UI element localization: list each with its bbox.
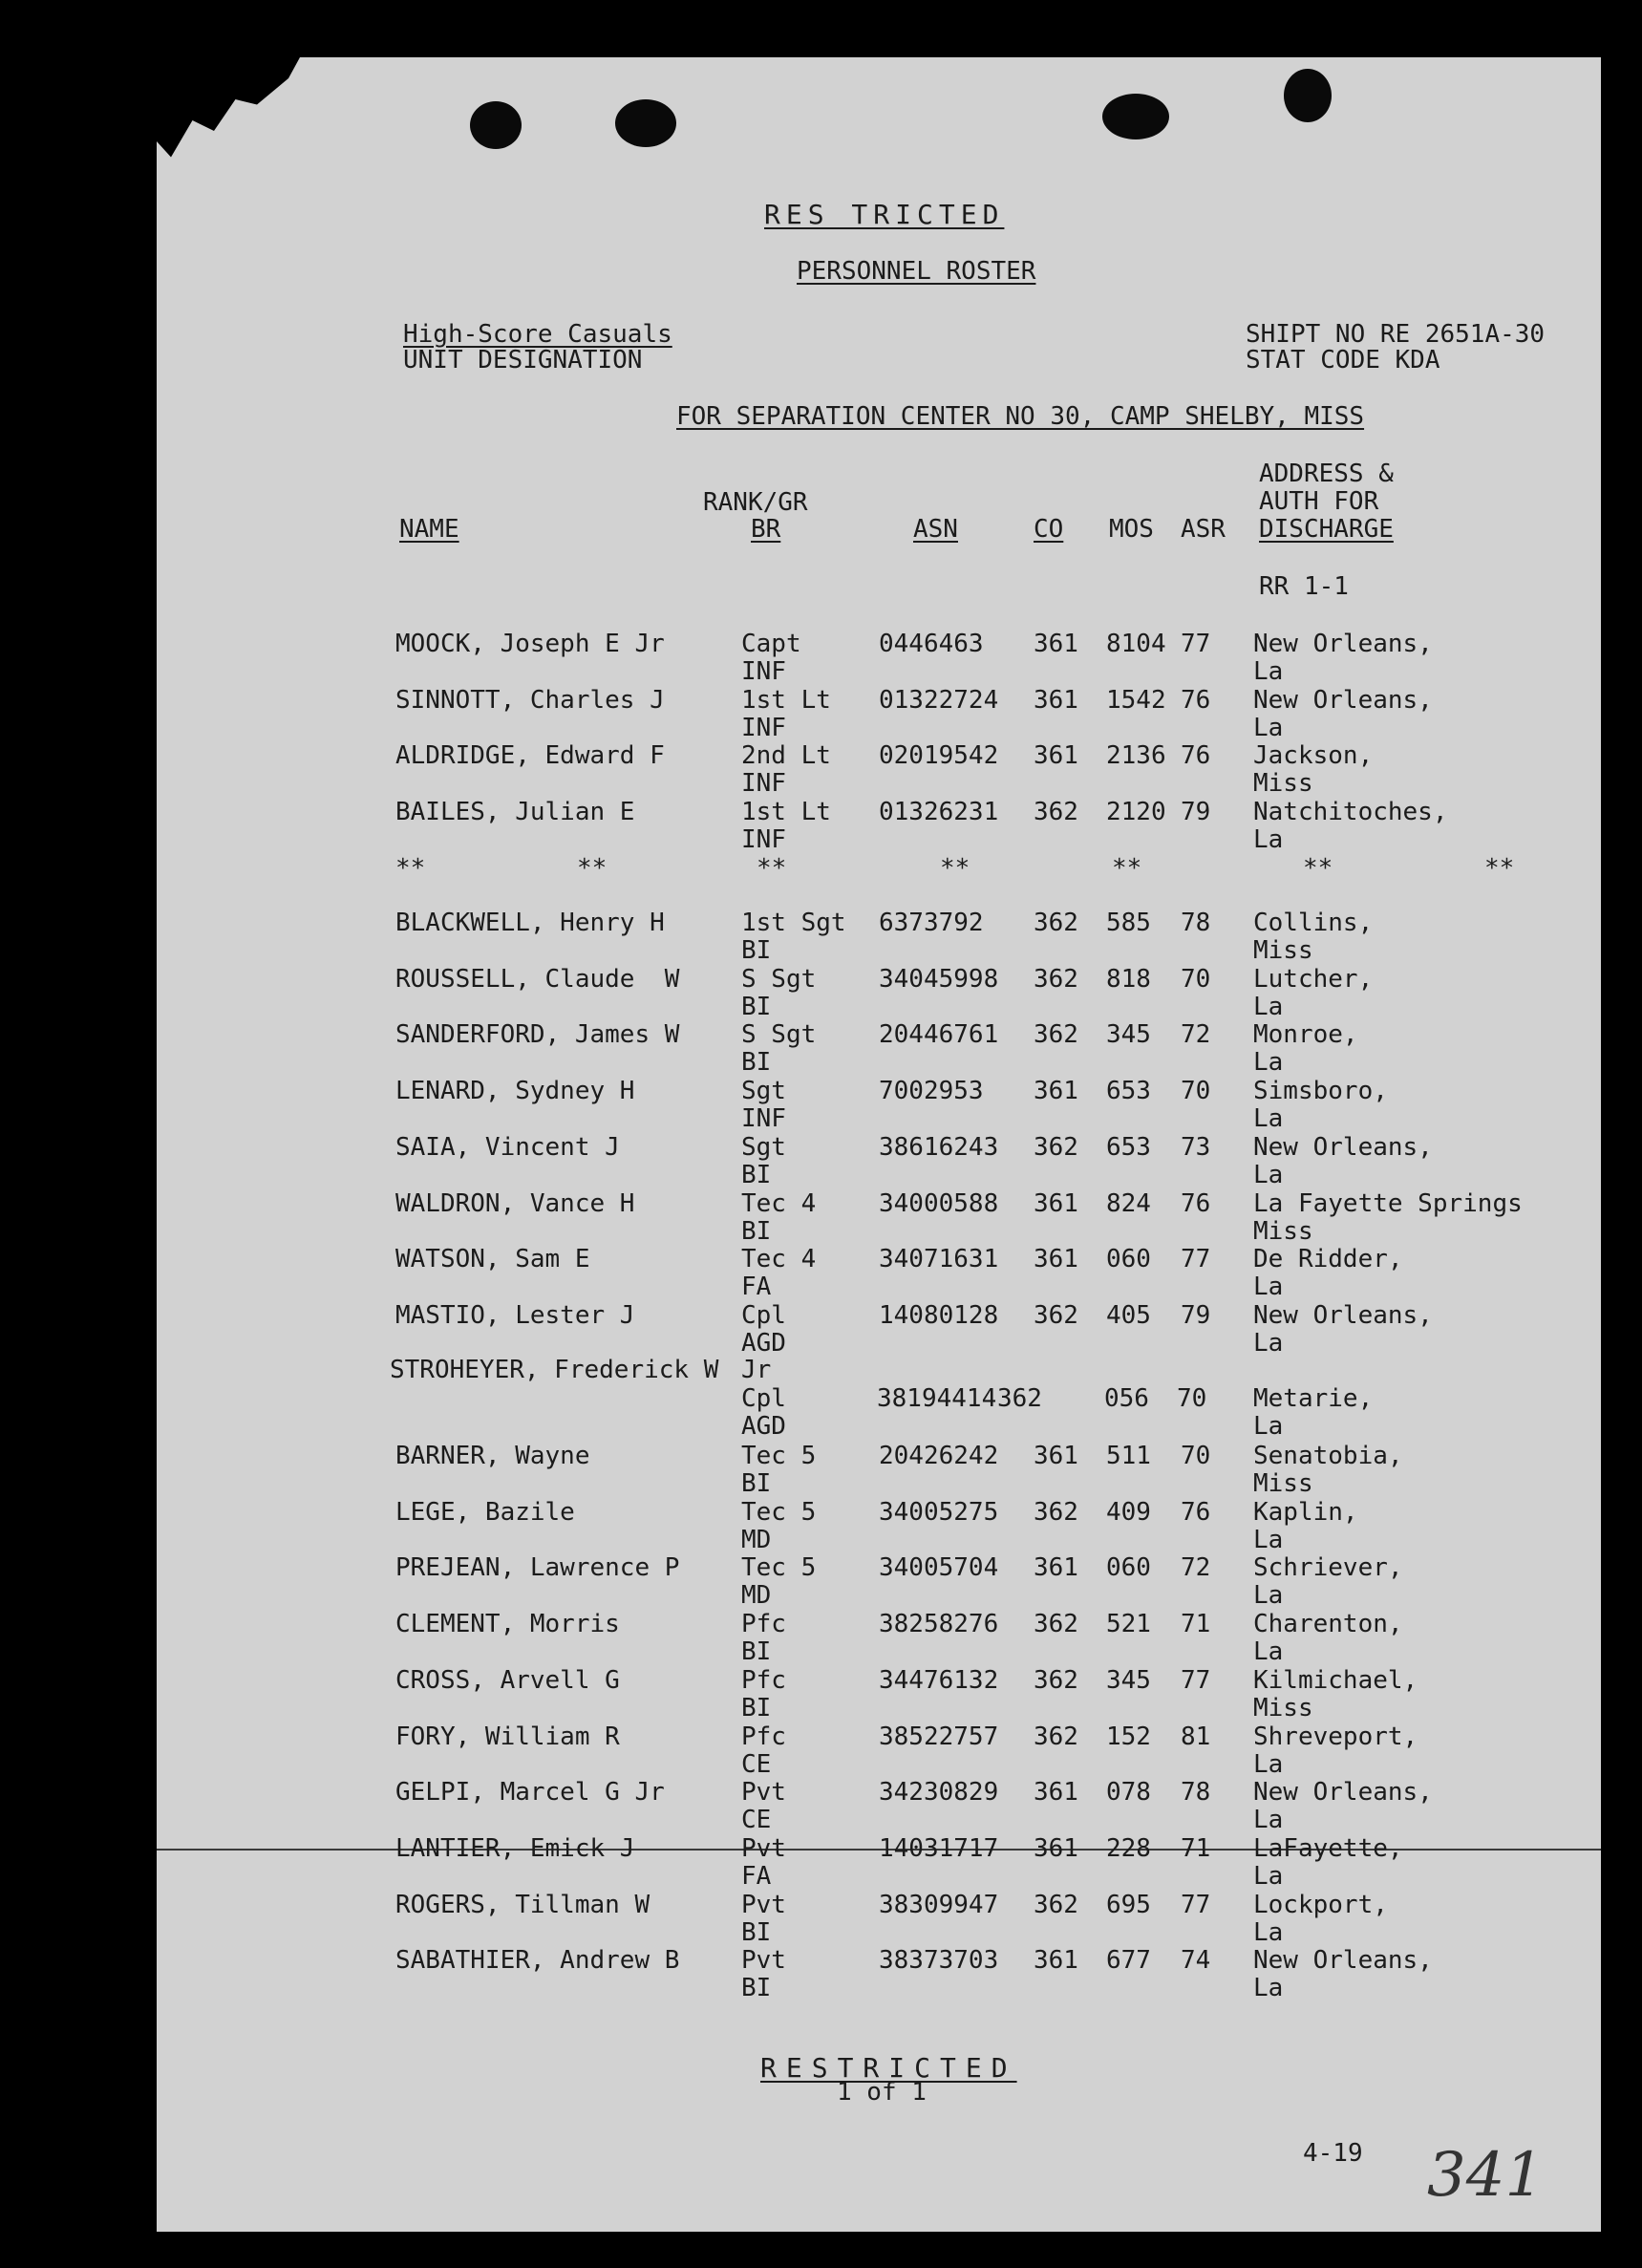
- punch-hole: [1284, 69, 1332, 122]
- roster-asn: 7002953: [879, 1077, 984, 1106]
- roster-city: New Orleans,: [1253, 685, 1433, 715]
- roster-asr: 71: [1181, 1610, 1211, 1639]
- roster-asr: 78: [1181, 909, 1211, 937]
- roster-branch: FA: [741, 1861, 772, 1891]
- roster-state: La: [1253, 1525, 1284, 1554]
- roster-state: La: [1253, 713, 1284, 742]
- roster-branch: BI: [741, 1469, 772, 1498]
- roster-branch: BI: [741, 1693, 772, 1722]
- roster-name: BARNER, Wayne: [395, 1442, 590, 1470]
- roster-asn: 38373703: [879, 1946, 999, 1976]
- roster-asr: 78: [1181, 1778, 1211, 1808]
- roster-state: La: [1253, 1861, 1284, 1891]
- roster-name: CROSS, Arvell G: [395, 1665, 620, 1695]
- roster-branch: INF: [741, 769, 786, 799]
- roster-branch: MD: [741, 1581, 772, 1611]
- roster-co: 361: [1034, 1833, 1078, 1863]
- roster-rank: Capt: [741, 630, 801, 658]
- roster-mos: 653: [1106, 1132, 1151, 1162]
- stat-code: STAT CODE KDA: [1246, 346, 1440, 374]
- roster-co: 362: [1034, 1890, 1078, 1919]
- roster-mos: 078: [1106, 1778, 1151, 1808]
- roster-city: LaFayette,: [1253, 1833, 1403, 1863]
- roster-co: 362: [1034, 909, 1078, 937]
- roster-asn: 01322724: [879, 685, 999, 715]
- roster-co: 362: [1034, 1300, 1078, 1330]
- roster-co: 362: [1034, 798, 1078, 827]
- roster-name: BAILES, Julian E: [395, 798, 635, 827]
- roster-co: 361: [1034, 1188, 1078, 1218]
- roster-co: 361: [1034, 1077, 1078, 1106]
- roster-city: Kilmichael,: [1253, 1665, 1418, 1695]
- roster-rank: Tec 5: [741, 1553, 817, 1583]
- roster-city: Shreveport,: [1253, 1722, 1418, 1751]
- punch-hole: [615, 99, 676, 147]
- roster-state: La: [1253, 657, 1284, 686]
- roster-asn: 34000588: [879, 1188, 999, 1218]
- column-asr: ASR: [1181, 515, 1226, 544]
- roster-name: MASTIO, Lester J: [395, 1300, 635, 1330]
- separator-stars: **: [940, 854, 970, 883]
- roster-name: LANTIER, Emick J: [395, 1833, 635, 1863]
- column-address-2: AUTH FOR: [1259, 487, 1379, 516]
- classification-top: RES TRICTED: [764, 199, 1005, 230]
- roster-city: Charenton,: [1253, 1610, 1403, 1639]
- roster-state: La: [1253, 1412, 1284, 1441]
- roster-city: Collins,: [1253, 909, 1374, 937]
- roster-rank: Cpl: [741, 1384, 786, 1413]
- roster-rank: Cpl: [741, 1300, 786, 1330]
- roster-rank: Pfc: [741, 1722, 786, 1751]
- roster-city: Simsboro,: [1253, 1077, 1388, 1106]
- roster-asr: 76: [1181, 1188, 1211, 1218]
- roster-asn: 34005704: [879, 1553, 999, 1583]
- column-mos: MOS: [1109, 515, 1154, 544]
- roster-asn: 38258276: [879, 1610, 999, 1639]
- roster-asr: 79: [1181, 1300, 1211, 1330]
- roster-city: Senatobia,: [1253, 1442, 1403, 1470]
- roster-rank: 2nd Lt: [741, 741, 831, 771]
- roster-mos: 677: [1106, 1946, 1151, 1976]
- roster-asr: 76: [1181, 1497, 1211, 1527]
- roster-state: La: [1253, 1806, 1284, 1835]
- roster-state: La: [1253, 1974, 1284, 2003]
- roster-name: FORY, William R: [395, 1722, 620, 1751]
- roster-mos: 345: [1106, 1020, 1151, 1050]
- roster-rank: Sgt: [741, 1132, 786, 1162]
- roster-asr: 77: [1181, 1665, 1211, 1695]
- punch-hole: [1102, 94, 1169, 139]
- roster-state: Miss: [1253, 1693, 1313, 1722]
- roster-name-suffix: Jr: [741, 1356, 772, 1384]
- separator-stars: **: [757, 854, 787, 883]
- roster-state: Miss: [1253, 1216, 1313, 1246]
- roster-mos: 056: [1104, 1384, 1149, 1413]
- roster-co: 361: [1034, 741, 1078, 771]
- roster-co: 362: [1034, 1722, 1078, 1751]
- roster-state: La: [1253, 1328, 1284, 1358]
- roster-co: 361: [1034, 1778, 1078, 1808]
- roster-mos: 653: [1106, 1077, 1151, 1106]
- roster-state: Miss: [1253, 936, 1313, 965]
- roster-name: WATSON, Sam E: [395, 1245, 590, 1274]
- roster-asr: 81: [1181, 1722, 1211, 1751]
- roster-rank: Pvt: [741, 1946, 786, 1976]
- document-page: [157, 57, 1601, 2232]
- roster-city: New Orleans,: [1253, 1778, 1433, 1808]
- document-title: PERSONNEL ROSTER: [797, 257, 1036, 286]
- classification-bottom: RESTRICTED: [760, 2052, 1017, 2084]
- roster-asr: 70: [1181, 1442, 1211, 1470]
- roster-rank: Pfc: [741, 1610, 786, 1639]
- roster-co: 361: [1034, 1245, 1078, 1274]
- roster-name: SAIA, Vincent J: [395, 1132, 620, 1162]
- roster-co: 361: [1034, 1442, 1078, 1470]
- roster-mos: 521: [1106, 1610, 1151, 1639]
- handwritten-page-number: 341: [1427, 2140, 1545, 2211]
- roster-co: 361: [1034, 1946, 1078, 1976]
- roster-asn: 34230829: [879, 1778, 999, 1808]
- roster-co: 361: [1034, 1553, 1078, 1583]
- roster-city: New Orleans,: [1253, 630, 1433, 658]
- separator-stars: **: [1484, 854, 1515, 883]
- column-rank: RANK/GR: [703, 488, 808, 517]
- roster-city: Jackson,: [1253, 741, 1374, 771]
- roster-state: La: [1253, 825, 1284, 855]
- roster-rank: Tec 5: [741, 1442, 817, 1470]
- column-branch: BR: [751, 515, 781, 544]
- roster-state: La: [1253, 992, 1284, 1021]
- roster-mos: 2136: [1106, 741, 1166, 771]
- roster-co: 362: [1034, 1665, 1078, 1695]
- separator-stars: **: [577, 854, 608, 883]
- roster-asr: 77: [1181, 1245, 1211, 1274]
- roster-asr: 73: [1181, 1132, 1211, 1162]
- roster-state: La: [1253, 1917, 1284, 1947]
- shipment-number: SHIPT NO RE 2651A-30: [1246, 320, 1546, 349]
- roster-branch: FA: [741, 1273, 772, 1302]
- roster-branch: INF: [741, 1104, 786, 1134]
- roster-asr: 77: [1181, 630, 1211, 658]
- roster-city: La Fayette Springs: [1253, 1188, 1523, 1218]
- discharge-authority: RR 1-1: [1259, 572, 1349, 601]
- roster-state: La: [1253, 1749, 1284, 1779]
- separator-stars: **: [1112, 854, 1142, 883]
- roster-city: Natchitoches,: [1253, 798, 1448, 827]
- roster-rank: Tec 5: [741, 1497, 817, 1527]
- roster-name: SABATHIER, Andrew B: [395, 1946, 680, 1976]
- separator-stars: **: [395, 854, 426, 883]
- roster-rank: Sgt: [741, 1077, 786, 1106]
- roster-asn: 14080128: [879, 1300, 999, 1330]
- roster-asn: 0446463: [879, 630, 984, 658]
- roster-city: Lutcher,: [1253, 964, 1374, 994]
- roster-asn: 38522757: [879, 1722, 999, 1751]
- roster-branch: INF: [741, 713, 786, 742]
- roster-branch: MD: [741, 1525, 772, 1554]
- roster-rank: S Sgt: [741, 1020, 817, 1050]
- roster-mos: 1542: [1106, 685, 1166, 715]
- roster-asr: 76: [1181, 685, 1211, 715]
- roster-asr: 72: [1181, 1553, 1211, 1583]
- roster-mos: 405: [1106, 1300, 1151, 1330]
- roster-city: De Ridder,: [1253, 1245, 1403, 1274]
- roster-mos: 8104: [1106, 630, 1166, 658]
- roster-asn: 38194414: [877, 1384, 997, 1413]
- roster-name: SINNOTT, Charles J: [395, 685, 665, 715]
- roster-asr: 72: [1181, 1020, 1211, 1050]
- roster-name: ROUSSELL, Claude W: [395, 964, 680, 994]
- roster-city: Kaplin,: [1253, 1497, 1358, 1527]
- roster-name: LEGE, Bazile: [395, 1497, 575, 1527]
- roster-city: New Orleans,: [1253, 1132, 1433, 1162]
- roster-branch: CE: [741, 1749, 772, 1779]
- roster-mos: 511: [1106, 1442, 1151, 1470]
- roster-co: 362: [1034, 1610, 1078, 1639]
- roster-rank: Pvt: [741, 1890, 786, 1919]
- roster-state: La: [1253, 1104, 1284, 1134]
- roster-name: MOOCK, Joseph E Jr: [395, 630, 665, 658]
- roster-mos: 152: [1106, 1722, 1151, 1751]
- roster-branch: BI: [741, 1216, 772, 1246]
- roster-rank: Pfc: [741, 1665, 786, 1695]
- roster-city: Metarie,: [1253, 1384, 1374, 1413]
- roster-name: SANDERFORD, James W: [395, 1020, 680, 1050]
- roster-co: 362: [1034, 1132, 1078, 1162]
- roster-mos: 585: [1106, 909, 1151, 937]
- roster-rank: Tec 4: [741, 1245, 817, 1274]
- roster-name: ALDRIDGE, Edward F: [395, 741, 665, 771]
- roster-branch: BI: [741, 1974, 772, 2003]
- roster-mos: 2120: [1106, 798, 1166, 827]
- roster-asn: 34005275: [879, 1497, 999, 1527]
- roster-branch: AGD: [741, 1412, 786, 1441]
- roster-co: 361: [1034, 630, 1078, 658]
- roster-branch: INF: [741, 825, 786, 855]
- roster-branch: AGD: [741, 1328, 786, 1358]
- roster-branch: INF: [741, 657, 786, 686]
- roster-city: Lockport,: [1253, 1890, 1388, 1919]
- roster-asr: 70: [1181, 1077, 1211, 1106]
- punch-hole: [470, 101, 522, 149]
- roster-name: WALDRON, Vance H: [395, 1188, 635, 1218]
- roster-rank: S Sgt: [741, 964, 817, 994]
- roster-state: La: [1253, 1273, 1284, 1302]
- roster-mos: 345: [1106, 1665, 1151, 1695]
- roster-branch: BI: [741, 1048, 772, 1078]
- roster-mos: 060: [1106, 1245, 1151, 1274]
- roster-asn: 20426242: [879, 1442, 999, 1470]
- roster-name: LENARD, Sydney H: [395, 1077, 635, 1106]
- roster-mos: 818: [1106, 964, 1151, 994]
- roster-asr: 70: [1177, 1384, 1207, 1413]
- column-asn: ASN: [913, 515, 958, 544]
- roster-branch: BI: [741, 1160, 772, 1189]
- column-address-1: ADDRESS &: [1259, 460, 1394, 488]
- roster-mos: 228: [1106, 1833, 1151, 1863]
- unit-label: UNIT DESIGNATION: [403, 346, 643, 374]
- roster-state: La: [1253, 1048, 1284, 1078]
- roster-asn: 14031717: [879, 1833, 999, 1863]
- roster-rank: 1st Lt: [741, 798, 831, 827]
- roster-asr: 71: [1181, 1833, 1211, 1863]
- roster-city: New Orleans,: [1253, 1946, 1433, 1976]
- roster-city: Schriever,: [1253, 1553, 1403, 1583]
- unit-name: High-Score Casuals: [403, 320, 672, 349]
- roster-asn: 38309947: [879, 1890, 999, 1919]
- roster-co: 362: [1034, 1020, 1078, 1050]
- column-address-3: DISCHARGE: [1259, 515, 1394, 544]
- roster-mos: 695: [1106, 1890, 1151, 1919]
- roster-asn: 34071631: [879, 1245, 999, 1274]
- torn-corner: [157, 57, 300, 162]
- roster-rank: Pvt: [741, 1778, 786, 1808]
- roster-asn: 34045998: [879, 964, 999, 994]
- roster-branch: BI: [741, 992, 772, 1021]
- form-number: 4-19: [1303, 2139, 1363, 2168]
- roster-co: 362: [997, 1384, 1042, 1413]
- roster-name: PREJEAN, Lawrence P: [395, 1553, 680, 1583]
- roster-name: ROGERS, Tillman W: [395, 1890, 650, 1919]
- page-count: 1 of 1: [837, 2078, 927, 2107]
- column-name: NAME: [399, 515, 459, 544]
- roster-branch: BI: [741, 1637, 772, 1667]
- roster-asr: 76: [1181, 741, 1211, 771]
- roster-asn: 02019542: [879, 741, 999, 771]
- roster-mos: 409: [1106, 1497, 1151, 1527]
- roster-state: Miss: [1253, 769, 1313, 799]
- roster-rank: Pvt: [741, 1833, 786, 1863]
- roster-state: Miss: [1253, 1469, 1313, 1498]
- separation-center: FOR SEPARATION CENTER NO 30, CAMP SHELBY, MISS: [676, 402, 1365, 431]
- roster-co: 362: [1034, 1497, 1078, 1527]
- roster-asn: 01326231: [879, 798, 999, 827]
- roster-asn: 38616243: [879, 1132, 999, 1162]
- separator-stars: **: [1303, 854, 1333, 883]
- roster-asn: 6373792: [879, 909, 984, 937]
- roster-name: STROHEYER, Frederick W: [390, 1356, 719, 1384]
- roster-asr: 70: [1181, 964, 1211, 994]
- roster-city: New Orleans,: [1253, 1300, 1433, 1330]
- roster-state: La: [1253, 1637, 1284, 1667]
- roster-asn: 34476132: [879, 1665, 999, 1695]
- roster-name: CLEMENT, Morris: [395, 1610, 620, 1639]
- roster-branch: BI: [741, 1917, 772, 1947]
- roster-state: La: [1253, 1160, 1284, 1189]
- roster-rank: Tec 4: [741, 1188, 817, 1218]
- roster-rank: 1st Sgt: [741, 909, 846, 937]
- roster-state: La: [1253, 1581, 1284, 1611]
- roster-asn: 20446761: [879, 1020, 999, 1050]
- roster-name: BLACKWELL, Henry H: [395, 909, 665, 937]
- roster-asr: 77: [1181, 1890, 1211, 1919]
- roster-co: 362: [1034, 964, 1078, 994]
- roster-name: GELPI, Marcel G Jr: [395, 1778, 665, 1808]
- roster-city: Monroe,: [1253, 1020, 1358, 1050]
- roster-branch: CE: [741, 1806, 772, 1835]
- roster-asr: 79: [1181, 798, 1211, 827]
- roster-mos: 824: [1106, 1188, 1151, 1218]
- roster-rank: 1st Lt: [741, 685, 831, 715]
- roster-branch: BI: [741, 936, 772, 965]
- column-co: CO: [1034, 515, 1064, 544]
- roster-mos: 060: [1106, 1553, 1151, 1583]
- roster-co: 361: [1034, 685, 1078, 715]
- roster-asr: 74: [1181, 1946, 1211, 1976]
